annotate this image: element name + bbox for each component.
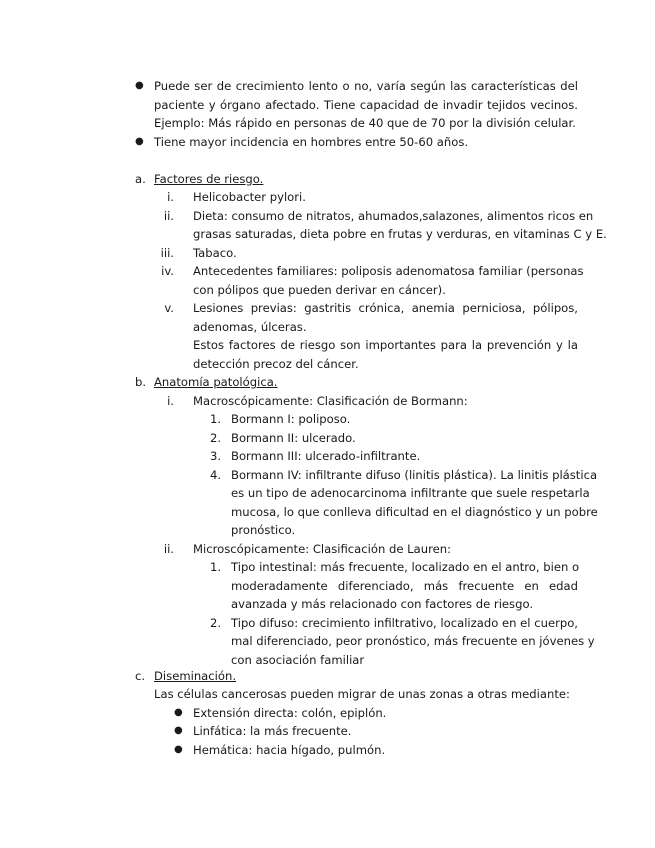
paragraph-line: Bormann III: ulcerado-infiltrante. — [231, 449, 421, 463]
paragraph-line: Tiene mayor incidencia en hombres entre 50-60 años. — [154, 134, 469, 149]
list-item-continuation — [0, 225, 655, 244]
roman-marker: v. — [164, 301, 174, 315]
number-marker: 4. — [209, 467, 221, 482]
paragraph-line: Dieta: consumo de nitratos, ahumados,salazones, alimentos ricos en — [193, 208, 594, 223]
paragraph-line: moderadamente diferenciado, más frecuente en edad — [231, 578, 578, 593]
paragraph-line: es un tipo de adenocarcinoma infiltrante que suele respetarla — [231, 486, 590, 500]
paragraph-line: Bormann I: poliposo. — [231, 412, 351, 426]
section-heading: Factores de riesgo. — [154, 171, 264, 186]
list-item-continuation — [0, 484, 655, 503]
paragraph-line: Hemática: hacia hígado, pulmón. — [193, 742, 386, 757]
list-item — [0, 466, 655, 485]
list-item-continuation — [0, 318, 655, 337]
list-item — [0, 410, 655, 429]
paragraph-line: pronóstico. — [231, 523, 296, 537]
section-heading-row — [0, 667, 655, 686]
paragraph-line: Ejemplo: Más rápido en personas de 40 que de 70 por la división celular. — [154, 116, 576, 130]
paragraph-line: avanzada y más relacionado con factores de riesgo. — [231, 597, 534, 611]
paragraph-line: Lesiones previas: gastritis crónica, anemia perniciosa, pólipos, — [193, 301, 578, 315]
list-item-continuation — [0, 632, 655, 651]
paragraph-line: Helicobacter pylori. — [193, 190, 306, 204]
paragraph-line: Macroscópicamente: Clasificación de Bormann: — [193, 393, 468, 408]
roman-marker: iv. — [161, 264, 174, 278]
paragraph-line: Tipo difuso: crecimiento infiltrativo, localizado en el cuerpo, — [231, 615, 578, 630]
paragraph-line: Bormann IV: infiltrante difuso (linitis plástica). La linitis plástica — [231, 467, 598, 482]
number-marker: 1. — [209, 412, 221, 426]
section-heading: Diseminación. — [154, 669, 237, 683]
paragraph-line: grasas saturadas, dieta pobre en frutas y verduras, en vitaminas C y E. — [193, 227, 607, 241]
section-marker: b. — [135, 375, 147, 389]
paragraph-line: Bormann II: ulcerado. — [231, 430, 356, 445]
list-item — [0, 262, 655, 281]
number-marker: 1. — [209, 560, 221, 574]
bullet-marker: ● — [135, 135, 144, 147]
list-item-continuation — [0, 577, 655, 596]
list-item-continuation — [0, 114, 655, 133]
paragraph-line: Puede ser de crecimiento lento o no, varía según las características del — [154, 79, 578, 93]
paragraph-line: Tipo intestinal: más frecuente, localizado en el antro, bien o — [231, 560, 580, 574]
list-item — [0, 741, 655, 760]
section-heading-row — [0, 170, 655, 189]
paragraph-line: con pólipos que pueden derivar en cáncer). — [193, 282, 446, 297]
list-item — [0, 704, 655, 723]
paragraph-line: Linfática: la más frecuente. — [193, 724, 352, 738]
bullet-marker: ● — [174, 706, 183, 718]
bullet-marker: ● — [135, 80, 144, 91]
note-paragraph — [0, 355, 655, 374]
paragraph-line: con asociación familiar — [231, 652, 365, 667]
list-item — [0, 614, 655, 633]
list-item — [0, 299, 655, 318]
list-item — [0, 447, 655, 466]
list-item-continuation — [0, 595, 655, 614]
bullet-marker: ● — [174, 743, 183, 755]
paragraph-line: Estos factores de riesgo son importantes para la prevención y la — [193, 338, 578, 352]
section-marker: c. — [135, 669, 146, 683]
paragraph-line: detección precoz del cáncer. — [193, 356, 359, 371]
paragraph-line: Las células cancerosas pueden migrar de unas zonas a otras mediante: — [154, 687, 570, 701]
paragraph-line: mucosa, lo que conlleva dificultad en el diagnóstico y un pobre — [231, 504, 598, 519]
paragraph-line: Antecedentes familiares: poliposis adenomatosa familiar (personas — [193, 264, 584, 278]
section-intro — [0, 685, 655, 704]
roman-marker: i. — [167, 393, 174, 408]
list-item — [0, 540, 655, 559]
paragraph-line: mal diferenciado, peor pronóstico, más frecuente en jóvenes y — [231, 634, 595, 648]
list-item — [0, 429, 655, 448]
section-heading-row — [0, 373, 655, 392]
paragraph-line: Extensión directa: colón, epiplón. — [193, 705, 387, 720]
note-paragraph — [0, 336, 655, 355]
list-item — [0, 207, 655, 226]
section-marker: a. — [135, 171, 146, 186]
roman-marker: ii. — [163, 208, 174, 223]
bullet-marker: ● — [174, 725, 183, 736]
list-item — [0, 77, 655, 96]
list-item — [0, 133, 655, 152]
number-marker: 3. — [209, 449, 221, 463]
roman-marker: ii. — [163, 541, 174, 556]
number-marker: 2. — [209, 615, 221, 630]
list-item-continuation — [0, 281, 655, 300]
list-item — [0, 558, 655, 577]
paragraph-line: adenomas, úlceras. — [193, 319, 307, 334]
section-heading: Anatomía patológica. — [154, 375, 278, 389]
roman-marker: i. — [167, 190, 174, 204]
paragraph-line: Microscópicamente: Clasificación de Lauren: — [193, 541, 451, 556]
roman-marker: iii. — [160, 245, 174, 260]
list-item-continuation — [0, 96, 655, 115]
list-item-continuation — [0, 521, 655, 540]
paragraph-line: paciente y órgano afectado. Tiene capacidad de invadir tejidos vecinos. — [154, 97, 578, 112]
paragraph-line: Tabaco. — [193, 245, 237, 260]
number-marker: 2. — [209, 430, 221, 445]
list-item-continuation — [0, 503, 655, 522]
list-item — [0, 244, 655, 263]
list-item — [0, 188, 655, 207]
list-item — [0, 392, 655, 411]
list-item — [0, 722, 655, 741]
